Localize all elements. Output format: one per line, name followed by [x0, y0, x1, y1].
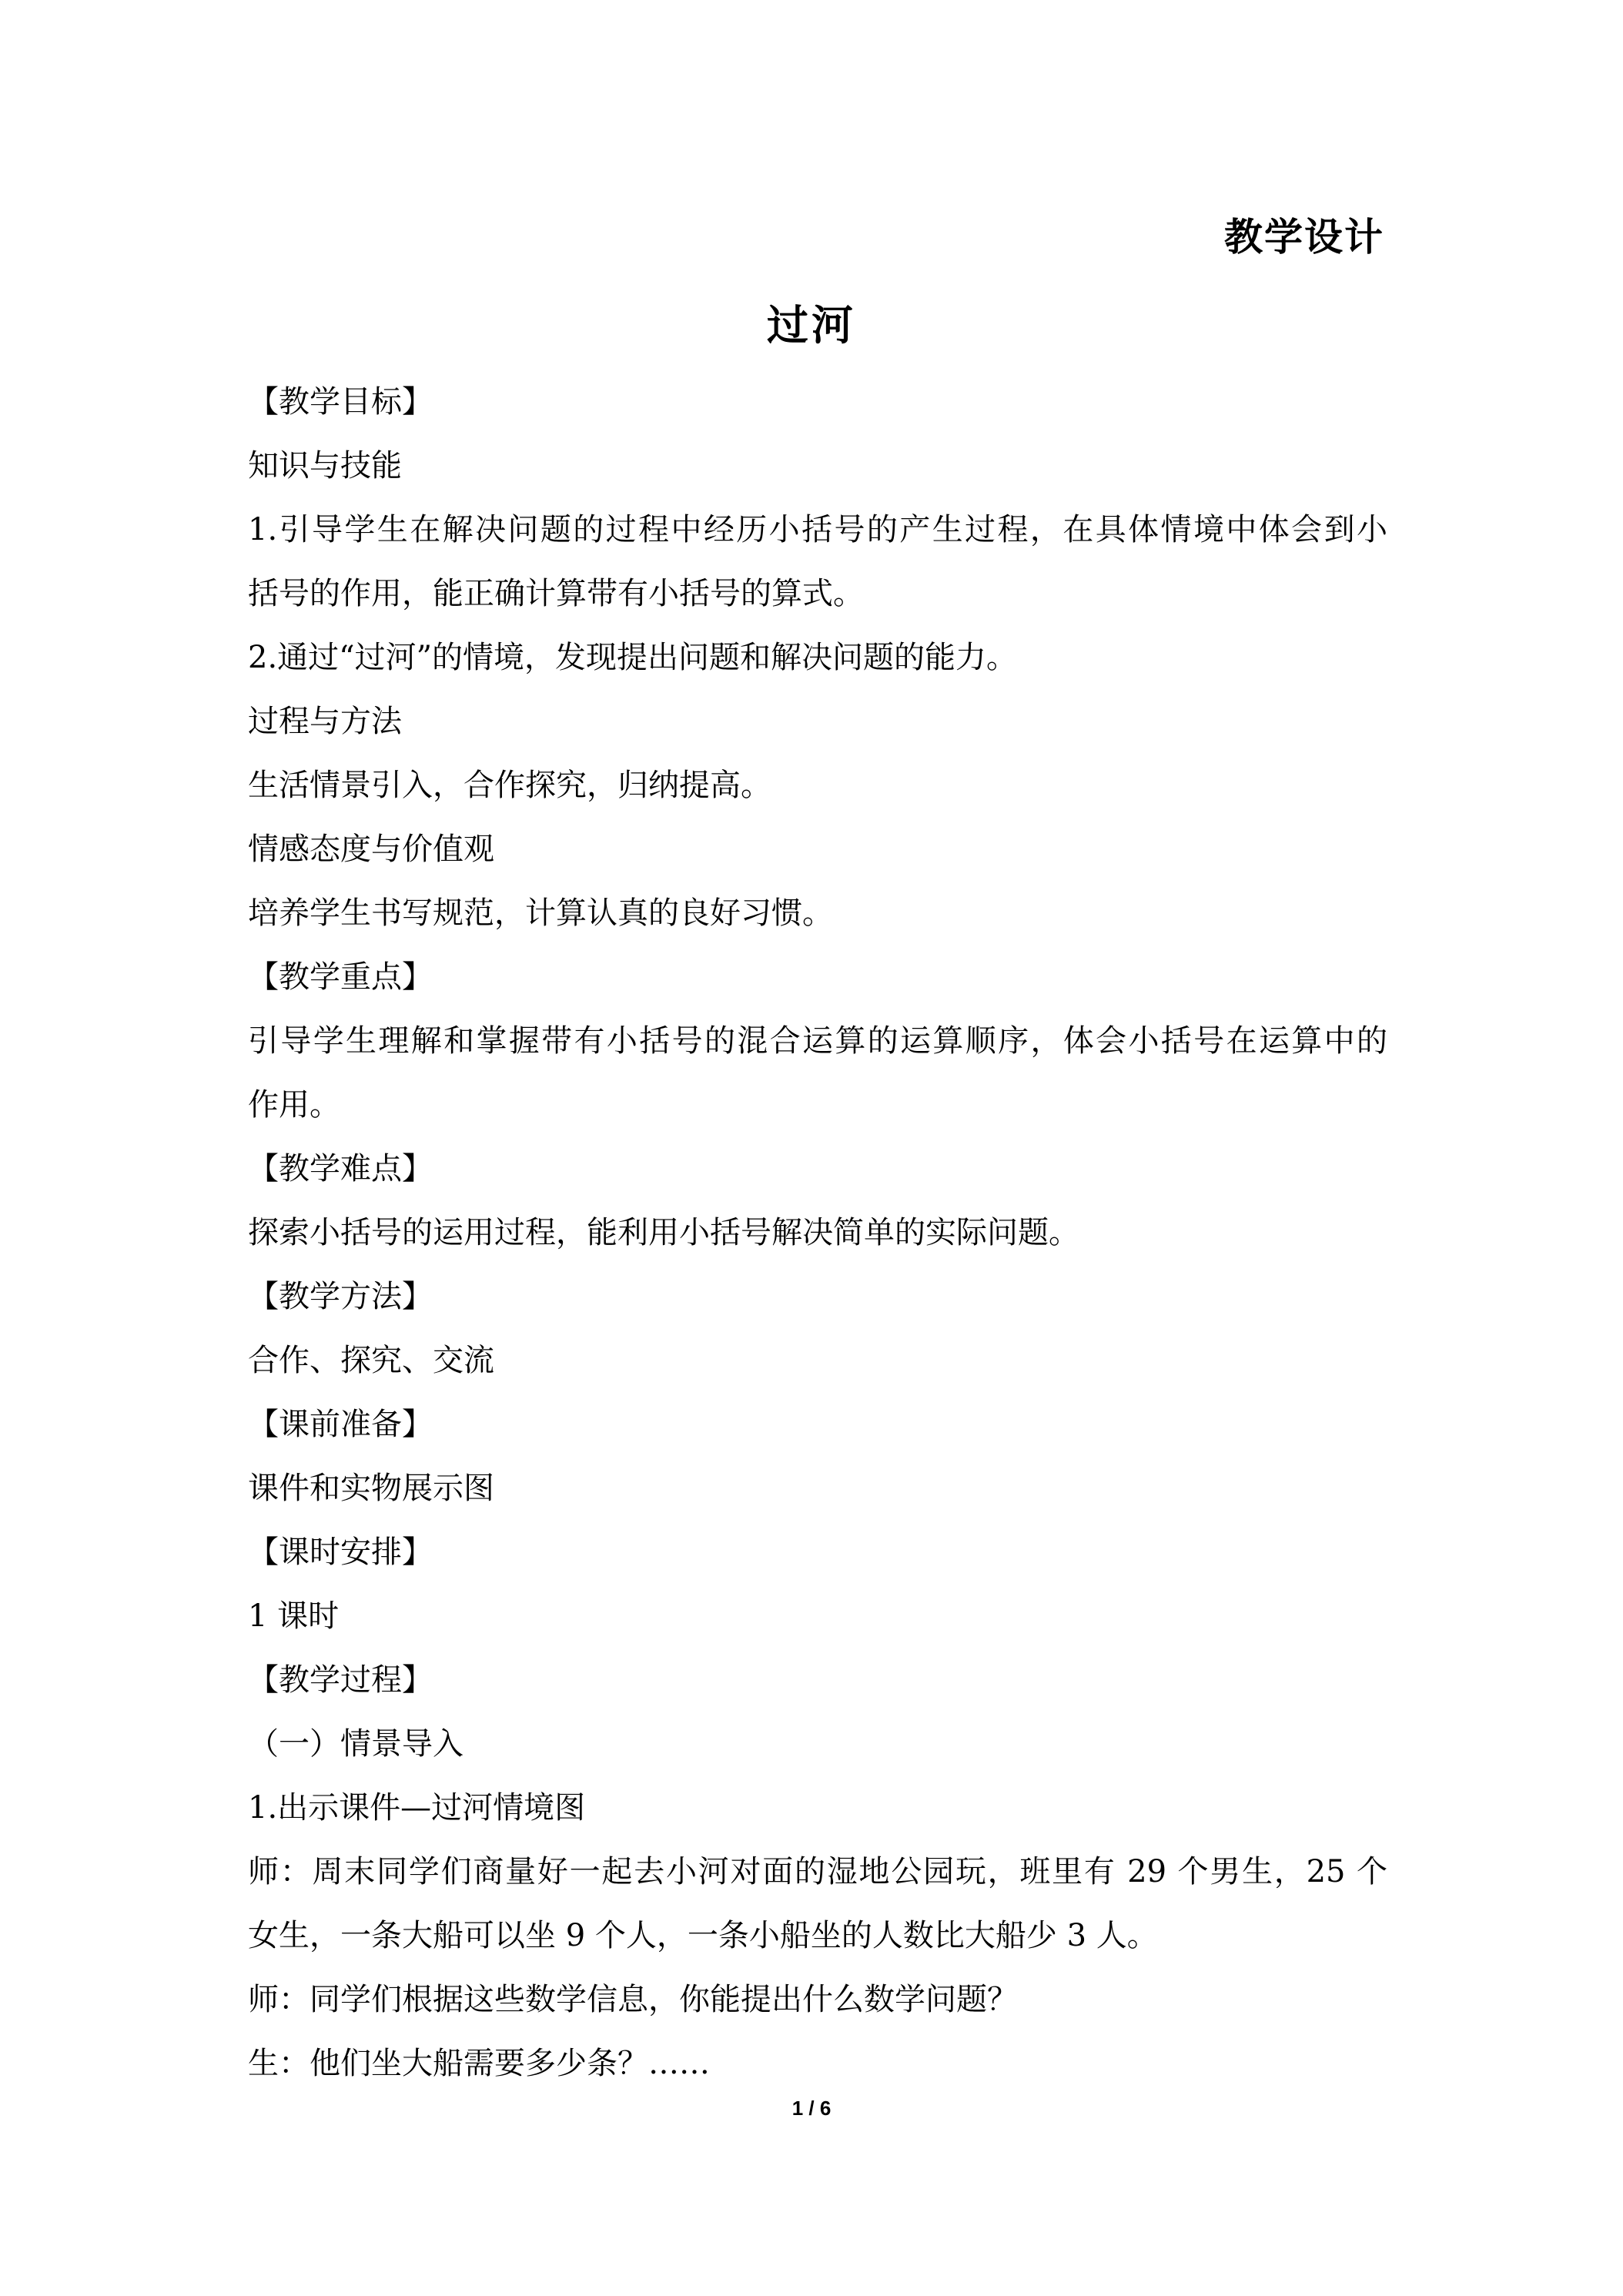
paragraph-line: 师：周末同学们商量好一起去小河对面的湿地公园玩，班里有 29 个男生，25 个 — [248, 1854, 1387, 1889]
section-heading-process: 【教学过程】 — [248, 1662, 433, 1698]
section-heading-objectives: 【教学目标】 — [248, 384, 433, 420]
paragraph-line: 探索小括号的运用过程，能利用小括号解决简单的实际问题。 — [248, 1215, 1079, 1250]
paragraph-line: 培养学生书写规范，计算认真的良好习惯。 — [248, 895, 833, 931]
subheading-attitudes-values: 情感态度与价值观 — [248, 832, 494, 867]
paragraph-line: 引导学生理解和掌握带有小括号的混合运算的运算顺序，体会小括号在运算中的 — [248, 1023, 1387, 1059]
subheading-process-methods: 过程与方法 — [248, 704, 402, 739]
paragraph-line: 生活情景引入，合作探究，归纳提高。 — [248, 768, 771, 803]
section-heading-difficulties: 【教学难点】 — [248, 1151, 433, 1186]
paragraph-line: 师：同学们根据这些数学信息，你能提出什么数学问题？ — [248, 1982, 1018, 2017]
subheading-introduction: （一）情景导入 — [248, 1726, 463, 1762]
paragraph-line: 1.引导学生在解决问题的过程中经历小括号的产生过程，在具体情境中体会到小 — [248, 512, 1387, 547]
paragraph-line: 作用。 — [248, 1087, 340, 1123]
document-body — [248, 370, 1387, 2096]
paragraph-line: 1.出示课件—过河情境图 — [248, 1790, 586, 1826]
section-heading-key-points: 【教学重点】 — [248, 959, 433, 995]
document-type-label: 教学设计 — [1224, 215, 1384, 259]
paragraph-line: 女生，一条大船可以坐 9 个人，一条小船坐的人数比大船少 3 人。 — [248, 1918, 1158, 1953]
section-heading-preparation: 【课前准备】 — [248, 1407, 433, 1442]
lesson-title: 过河 — [767, 301, 856, 350]
paragraph-line: 生：他们坐大船需要多少条？…… — [248, 2046, 710, 2081]
paragraph-line: 1 课时 — [248, 1598, 340, 1634]
paragraph-line: 合作、探究、交流 — [248, 1343, 494, 1378]
paragraph-line: 2.通过“过河”的情境，发现提出问题和解决问题的能力。 — [248, 640, 1018, 675]
page-number: 1 / 6 — [791, 2097, 832, 2120]
subheading-knowledge-skills: 知识与技能 — [248, 448, 402, 484]
section-heading-schedule: 【课时安排】 — [248, 1535, 433, 1570]
section-heading-methods: 【教学方法】 — [248, 1279, 433, 1314]
paragraph-line: 括号的作用，能正确计算带有小括号的算式。 — [248, 576, 864, 611]
paragraph-line: 课件和实物展示图 — [248, 1471, 494, 1506]
